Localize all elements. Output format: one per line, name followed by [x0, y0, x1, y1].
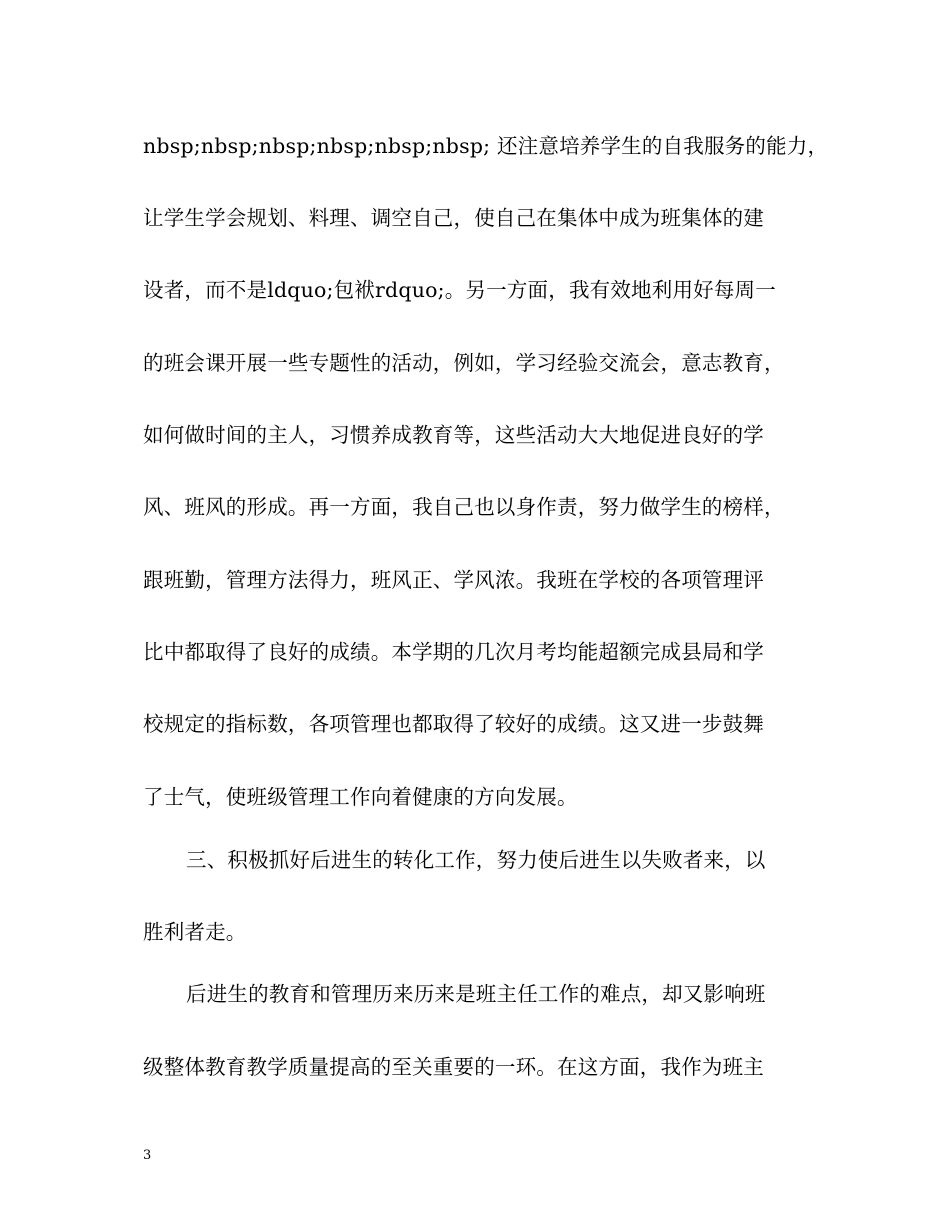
text-line: 风、班风的形成。再一方面，我自己也以身作责，努力做学生的榜样， [143, 495, 785, 519]
text-line: 跟班勤，管理方法得力，班风正、学风浓。我班在学校的各项管理评 [143, 568, 764, 592]
text-line: 让学生学会规划、料理、调空自己，使自己在集体中成为班集体的建 [143, 206, 764, 230]
text-line: 的班会课开展一些专题性的活动，例如，学习经验交流会，意志教育， [143, 351, 785, 375]
text-line: 比中都取得了良好的成绩。本学期的几次月考均能超额完成县局和学 [143, 640, 764, 664]
paragraph-start-line: 后进生的教育和管理历来历来是班主任工作的难点，却又影响班 [186, 982, 766, 1006]
text-line: 设者，而不是ldquo;包袱rdquo;。另一方面，我有效地利用好每周一 [143, 278, 776, 302]
text-line: 校规定的指标数，各项管理也都取得了较好的成绩。这又进一步鼓舞 [143, 712, 764, 736]
page-number: 3 [143, 1148, 152, 1163]
section-heading-line: 三、积极抓好后进生的转化工作，努力使后进生以失败者来，以 [186, 848, 766, 872]
text-line: 如何做时间的主人，习惯养成教育等，这些活动大大地促进良好的学 [143, 423, 764, 447]
section-heading-line: 胜利者走。 [143, 920, 247, 944]
text-line: nbsp;nbsp;nbsp;nbsp;nbsp;nbsp; 还注意培养学生的自我服务的能力， [143, 134, 829, 158]
text-line: 级整体教育教学质量提高的至关重要的一环。在这方面，我作为班主 [143, 1055, 764, 1079]
text-line: 了士气，使班级管理工作向着健康的方向发展。 [143, 785, 578, 809]
